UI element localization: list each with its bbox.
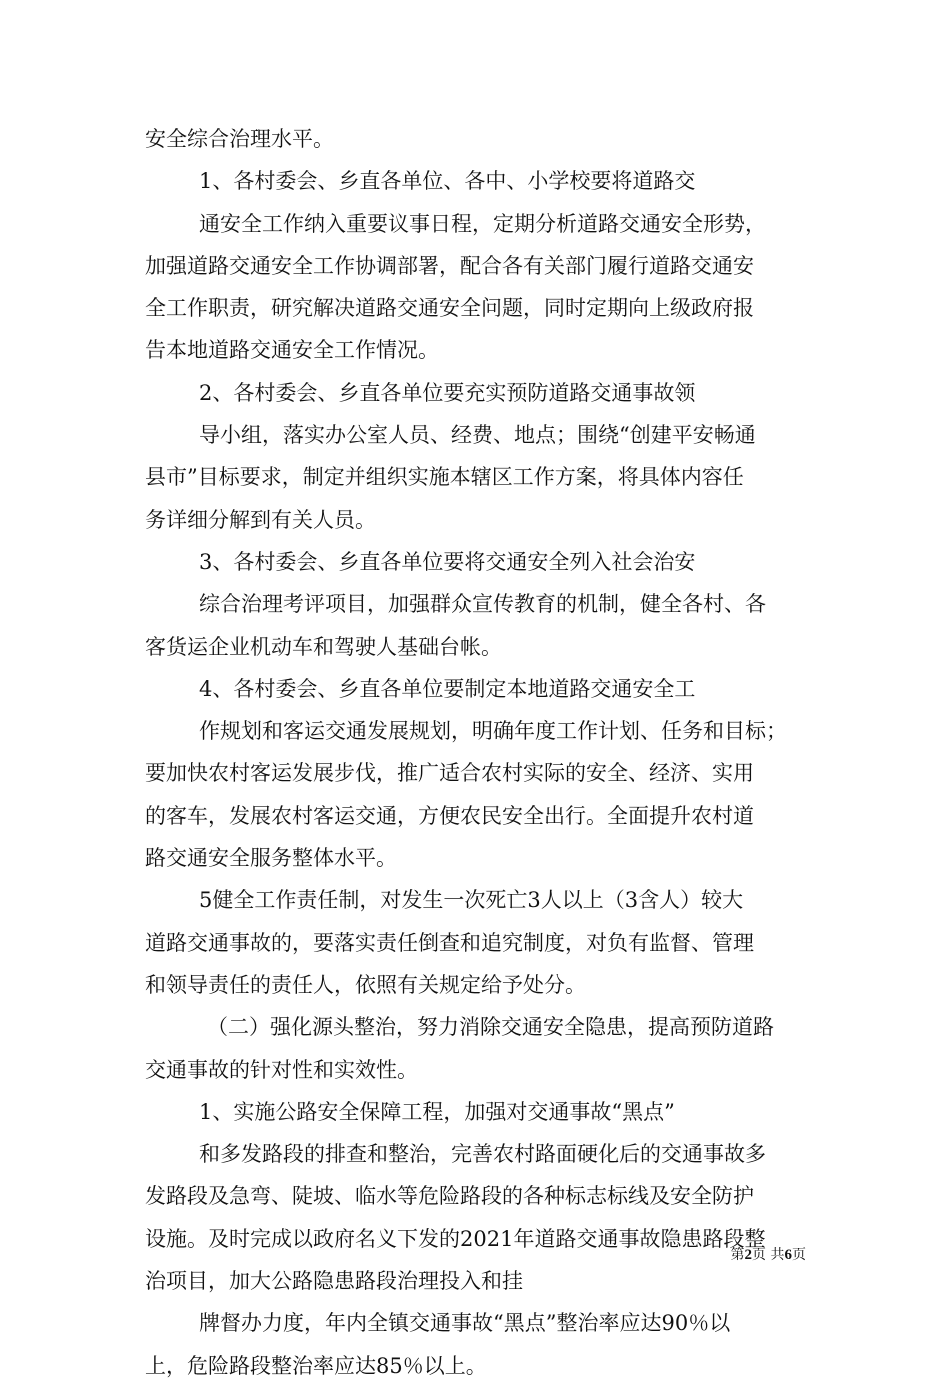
- text-line: 4、各村委会、乡直各单位要制定本地道路交通安全工: [199, 676, 696, 701]
- text-line: 道路交通事故的，要落实责任倒查和追究制度，对负有监督、管理: [145, 930, 754, 955]
- text-line: 要加快农村客运发展步伐，推广适合农村实际的安全、经济、实用: [145, 761, 754, 786]
- text-line: 5健全工作责任制，对发生一次死亡3人以上（3含人）较大: [199, 888, 744, 913]
- text-line: 牌督办力度，年内全镇交通事故“黑点”整治率应达90％以: [199, 1311, 731, 1336]
- text-line: 交通事故的针对性和实效性。: [145, 1057, 418, 1082]
- text-line: 3、各村委会、乡直各单位要将交通安全列入社会治安: [199, 549, 696, 574]
- text-line: 全工作职责，研究解决道路交通安全问题，同时定期向上级政府报: [145, 296, 754, 321]
- document-body: [145, 118, 810, 1387]
- text-line: 告本地道路交通安全工作情况。: [145, 338, 439, 363]
- text-line: 1、实施公路安全保障工程，加强对交通事故“黑点”: [199, 1099, 675, 1124]
- text-line: 加强道路交通安全工作协调部署，配合各有关部门履行道路交通安: [145, 253, 754, 278]
- text-line: 的客车，发展农村客运交通，方便农民安全出行。全面提升农村道: [145, 803, 754, 828]
- current-page-number: 2: [744, 1247, 753, 1263]
- page-number-suffix: 页: [792, 1247, 806, 1263]
- text-line: 和领导责任的责任人，依照有关规定给予处分。: [145, 972, 586, 997]
- text-line: 上，危险路段整治率应达85％以上。: [145, 1353, 487, 1378]
- text-line: 安全综合治理水平。: [145, 127, 334, 151]
- page-number-indicator: [731, 1245, 806, 1265]
- text-line: （二）强化源头整治，努力消除交通安全隐患，提高预防道路: [207, 1015, 774, 1040]
- page-number-prefix: 第: [730, 1247, 745, 1263]
- text-line: 通安全工作纳入重要议事日程，定期分析道路交通安全形势，: [199, 211, 766, 236]
- total-page-number: 6: [784, 1247, 792, 1263]
- text-line: 和多发路段的排查和整治，完善农村路面硬化后的交通事故多: [199, 1142, 766, 1167]
- text-line: 综合治理考评项目，加强群众宣传教育的机制，健全各村、各: [199, 592, 766, 617]
- text-line: 务详细分解到有关人员。: [145, 507, 376, 532]
- text-line: 治项目，加大公路隐患路段治理投入和挂: [145, 1269, 523, 1294]
- text-line: 设施。及时完成以政府名义下发的2021年道路交通事故隐患路段整: [145, 1226, 766, 1251]
- page-footer: [0, 1245, 950, 1265]
- text-line: 导小组，落实办公室人员、经费、地点；围绕“创建平安畅通: [199, 423, 756, 448]
- text-line: 发路段及急弯、陡坡、临水等危险路段的各种标志标线及安全防护: [145, 1184, 754, 1209]
- text-line: 1、各村委会、乡直各单位、各中、小学校要将道路交: [199, 169, 696, 194]
- text-line: 路交通安全服务整体水平。: [145, 846, 397, 871]
- text-line: 作规划和客运交通发展规划，明确年度工作计划、任务和目标；: [199, 719, 787, 744]
- text-line: 客货运企业机动车和驾驶人基础台帐。: [145, 634, 502, 659]
- text-line: 2、各村委会、乡直各单位要充实预防道路交通事故领: [199, 380, 696, 405]
- text-line: 县市”目标要求，制定并组织实施本辖区工作方案，将具体内容任: [145, 465, 744, 490]
- page-number-middle: 页 共: [752, 1247, 785, 1263]
